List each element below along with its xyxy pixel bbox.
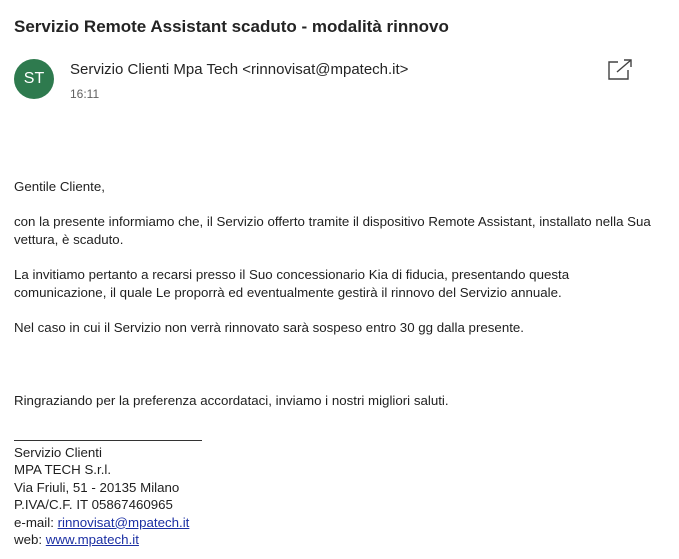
received-time: 16:11 xyxy=(70,87,100,101)
signature-web-label: web: xyxy=(14,532,43,548)
email-paragraph xyxy=(14,319,524,337)
signature-email-link[interactable]: rinnovisat@mpatech.it xyxy=(57,514,190,530)
email-paragraph xyxy=(14,213,651,249)
email-signature xyxy=(14,444,189,548)
paragraph-line: La invitiamo pertanto a recarsi presso il Suo concessionario Kia di fiducia, presentando questa xyxy=(14,267,570,282)
signature-web-row xyxy=(14,531,189,548)
open-in-new-window-button[interactable] xyxy=(606,58,634,82)
paragraph-line: vettura, è scaduto. xyxy=(14,232,124,247)
open-in-new-window-icon xyxy=(606,58,634,82)
sender-avatar[interactable]: ST xyxy=(14,59,54,99)
paragraph-line: Nel caso in cui il Servizio non verrà rinnovato sarà sospeso entro 30 gg dalla presente. xyxy=(14,320,524,335)
email-subject: Servizio Remote Assistant scaduto - modalità rinnovo xyxy=(14,17,449,36)
signature-line: P.IVA/C.F. IT 05867460965 xyxy=(14,497,173,513)
email-paragraph xyxy=(14,266,569,302)
paragraph-line: comunicazione, il quale Le proporrà ed eventualmente gestirà il rinnovo del Servizio annuale. xyxy=(14,285,562,300)
signature-line: MPA TECH S.r.l. xyxy=(14,462,112,478)
email-closing: Ringraziando per la preferenza accordataci, inviamo i nostri migliori saluti. xyxy=(14,393,449,408)
email-greeting: Gentile Cliente, xyxy=(14,179,105,194)
sender-name[interactable]: Servizio Clienti Mpa Tech <rinnovisat@mpatech.it> xyxy=(70,61,409,78)
signature-line: Servizio Clienti xyxy=(14,445,102,460)
signature-separator xyxy=(14,440,202,441)
signature-line: Via Friuli, 51 - 20135 Milano xyxy=(14,479,180,495)
paragraph-line: con la presente informiamo che, il Servizio offerto tramite il dispositivo Remote Assistant, installato nella Sua xyxy=(14,214,651,229)
signature-email-row xyxy=(14,514,189,531)
signature-email-label: e-mail: xyxy=(14,514,54,530)
signature-web-link[interactable]: www.mpatech.it xyxy=(45,532,139,548)
